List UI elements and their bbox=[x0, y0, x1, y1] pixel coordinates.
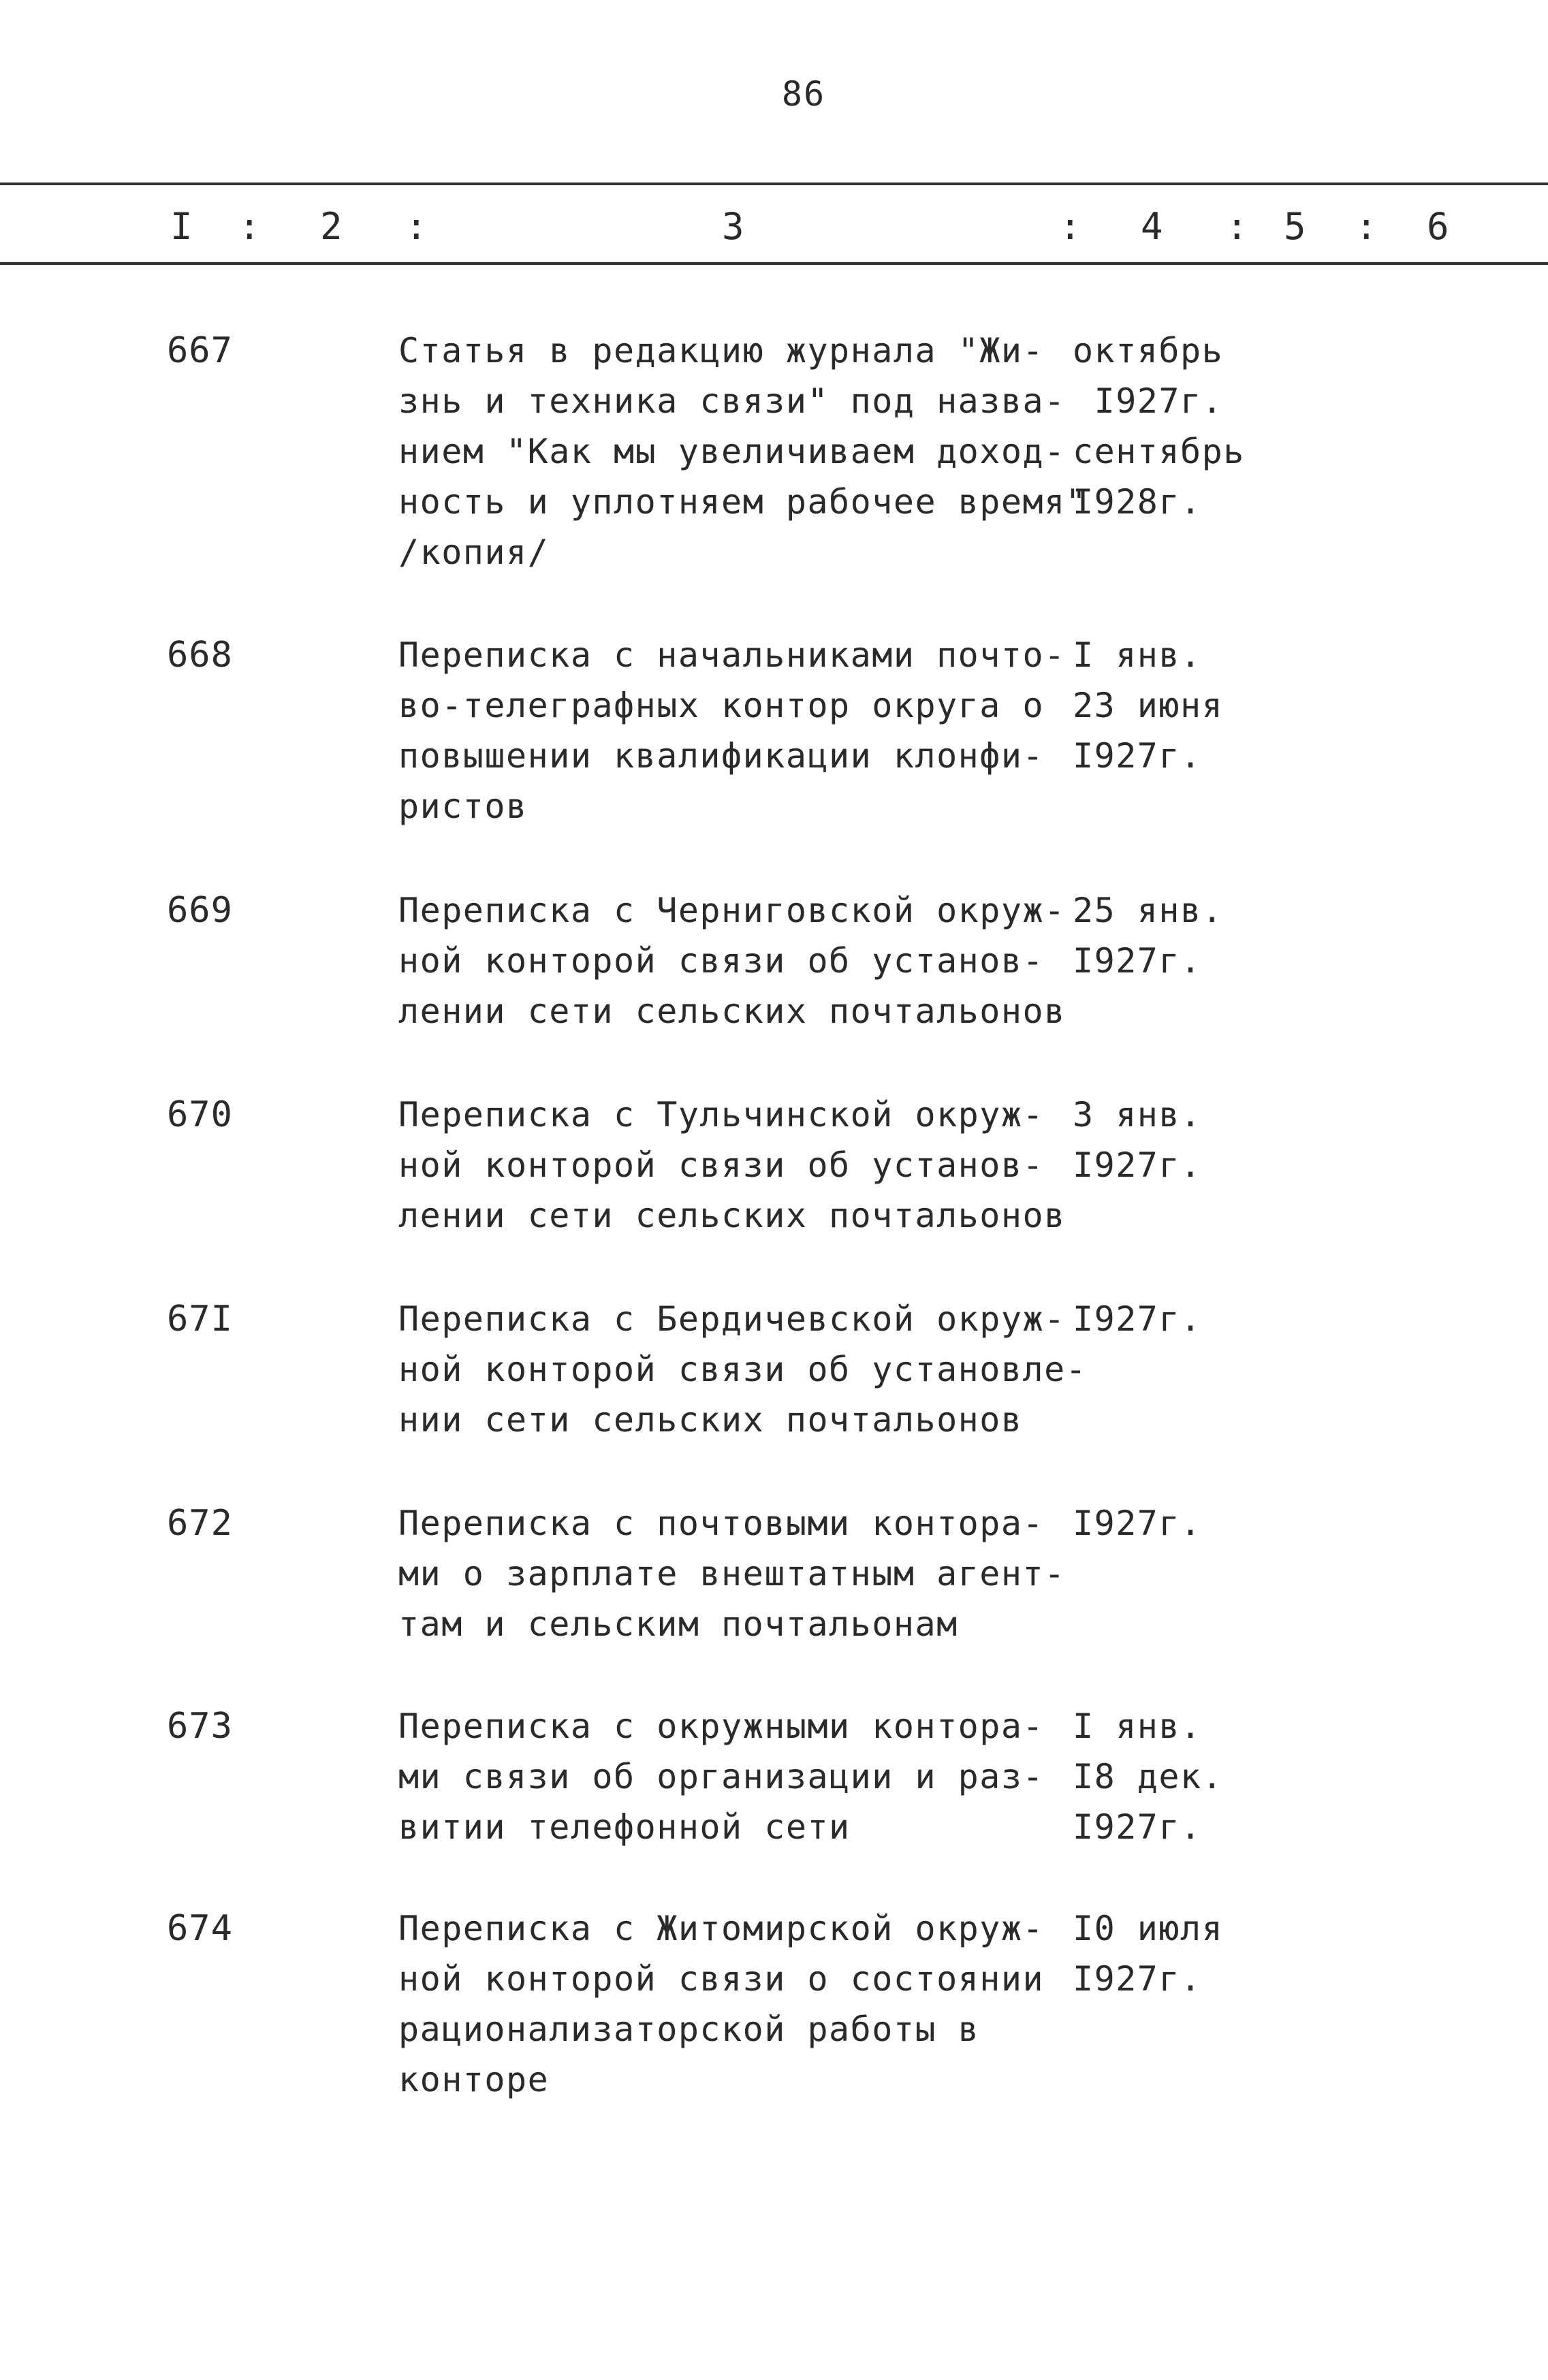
record-dates bbox=[1073, 1294, 1454, 1344]
record-date-line: I0 июля bbox=[1073, 1909, 1224, 1948]
record-date-line: I янв. bbox=[1073, 1707, 1202, 1746]
record-date-line: I927г. bbox=[1073, 1807, 1202, 1847]
record-date-line: I8 дек. bbox=[1073, 1757, 1224, 1796]
column-header-4: 4 bbox=[1141, 205, 1163, 248]
record-dates bbox=[1073, 1090, 1454, 1190]
column-separator: : bbox=[1059, 205, 1081, 248]
record-dates bbox=[1073, 1498, 1454, 1549]
record-title-line: нием "Как мы увеличиваем доход- bbox=[398, 432, 1066, 471]
column-separator: : bbox=[405, 205, 428, 248]
record-date-line: сентябрь bbox=[1073, 432, 1245, 471]
record-title-line: Переписка с окружными контора- bbox=[398, 1707, 1045, 1746]
record-title-line: ми связи об организации и раз- bbox=[398, 1757, 1045, 1796]
column-header-2: 2 bbox=[320, 205, 343, 248]
record-title-line: витии телефонной сети bbox=[398, 1807, 851, 1847]
record-title-line: Переписка с почтовыми контора- bbox=[398, 1504, 1045, 1543]
column-separator: : bbox=[1355, 205, 1378, 248]
record-title-line: ной конторой связи об установле- bbox=[398, 1350, 1088, 1389]
record-title-line: Переписка с Житомирской окруж- bbox=[398, 1909, 1045, 1948]
record-date-line: 25 янв. bbox=[1073, 891, 1224, 930]
record-dates bbox=[1073, 885, 1454, 986]
record-date-line: I927г. bbox=[1073, 941, 1202, 981]
record-date-line: I927г. bbox=[1073, 1959, 1202, 1999]
record-dates bbox=[1073, 630, 1454, 781]
record-date-line: I янв. bbox=[1073, 635, 1202, 675]
record-date-line: I927г. bbox=[1073, 1299, 1202, 1339]
column-header-1: I bbox=[170, 205, 193, 248]
record-title-line: во-телеграфных контор округа о bbox=[398, 686, 1045, 725]
record-title bbox=[398, 630, 1079, 831]
record-title-line: конторе bbox=[398, 2060, 550, 2099]
record-title bbox=[398, 1701, 1079, 1852]
record-number: 672 bbox=[167, 1503, 233, 1544]
record-title bbox=[398, 885, 1079, 1036]
record-title-line: лении сети сельских почтальонов bbox=[398, 1196, 1066, 1235]
record-date-line: 23 июня bbox=[1073, 686, 1224, 725]
column-header-6: 6 bbox=[1427, 205, 1449, 248]
record-number: 670 bbox=[167, 1094, 233, 1135]
record-number: 669 bbox=[167, 890, 233, 931]
record-title-line: Статья в редакцию журнала "Жи- bbox=[398, 331, 1045, 370]
record-number: 667 bbox=[167, 330, 233, 371]
header-bottom-rule bbox=[0, 262, 1548, 265]
record-title bbox=[398, 1294, 1088, 1445]
record-dates bbox=[1073, 326, 1454, 527]
record-date-line: I927г. bbox=[1073, 1145, 1202, 1185]
record-dates bbox=[1073, 1701, 1454, 1852]
record-title-line: ми о зарплате внештатным агент- bbox=[398, 1554, 1066, 1593]
page-number: 86 bbox=[781, 74, 826, 114]
record-date-line: I928г. bbox=[1073, 482, 1202, 522]
record-date-line: I927г. bbox=[1073, 736, 1202, 776]
record-date-line: 3 янв. bbox=[1073, 1095, 1202, 1135]
record-number: 674 bbox=[167, 1908, 233, 1949]
record-title-line: лении сети сельских почтальонов bbox=[398, 991, 1066, 1031]
record-title bbox=[398, 1090, 1079, 1241]
record-number: 67I bbox=[167, 1299, 233, 1339]
record-title bbox=[398, 1903, 1079, 2105]
record-title-line: ной конторой связи об установ- bbox=[398, 1145, 1045, 1185]
record-title-line: ной конторой связи о состоянии bbox=[398, 1959, 1045, 1999]
column-header-3: 3 bbox=[722, 205, 744, 248]
column-header-5: 5 bbox=[1284, 205, 1306, 248]
record-title-line: знь и техника связи" под назва- bbox=[398, 381, 1066, 421]
record-title-line: Переписка с Бердичевской окруж- bbox=[398, 1299, 1066, 1339]
record-dates bbox=[1073, 1903, 1454, 2004]
record-title-line: ной конторой связи об установ- bbox=[398, 941, 1045, 981]
record-title-line: ность и уплотняем рабочее время" bbox=[398, 482, 1088, 522]
header-top-rule bbox=[0, 183, 1548, 185]
record-title bbox=[398, 1498, 1079, 1649]
record-title-line: ристов bbox=[398, 787, 528, 826]
record-title-line: Переписка с Тульчинской окруж- bbox=[398, 1095, 1045, 1135]
record-number: 673 bbox=[167, 1706, 233, 1747]
record-date-line: октябрь bbox=[1073, 331, 1224, 370]
column-separator: : bbox=[1226, 205, 1248, 248]
record-date-line: I927г. bbox=[1073, 1504, 1202, 1543]
record-title bbox=[398, 326, 1088, 577]
record-title-line: Переписка с начальниками почто- bbox=[398, 635, 1066, 675]
record-title-line: Переписка с Черниговской окруж- bbox=[398, 891, 1066, 930]
record-title-line: /копия/ bbox=[398, 533, 550, 572]
record-date-line: I927г. bbox=[1073, 381, 1224, 421]
record-number: 668 bbox=[167, 635, 233, 676]
record-title-line: там и сельским почтальонам bbox=[398, 1604, 958, 1644]
column-separator: : bbox=[238, 205, 261, 248]
record-title-line: рационализаторской работы в bbox=[398, 2010, 980, 2049]
column-header-row bbox=[0, 203, 1548, 257]
record-title-line: нии сети сельских почтальонов bbox=[398, 1400, 1023, 1440]
record-title-line: повышении квалификации клонфи- bbox=[398, 736, 1045, 776]
